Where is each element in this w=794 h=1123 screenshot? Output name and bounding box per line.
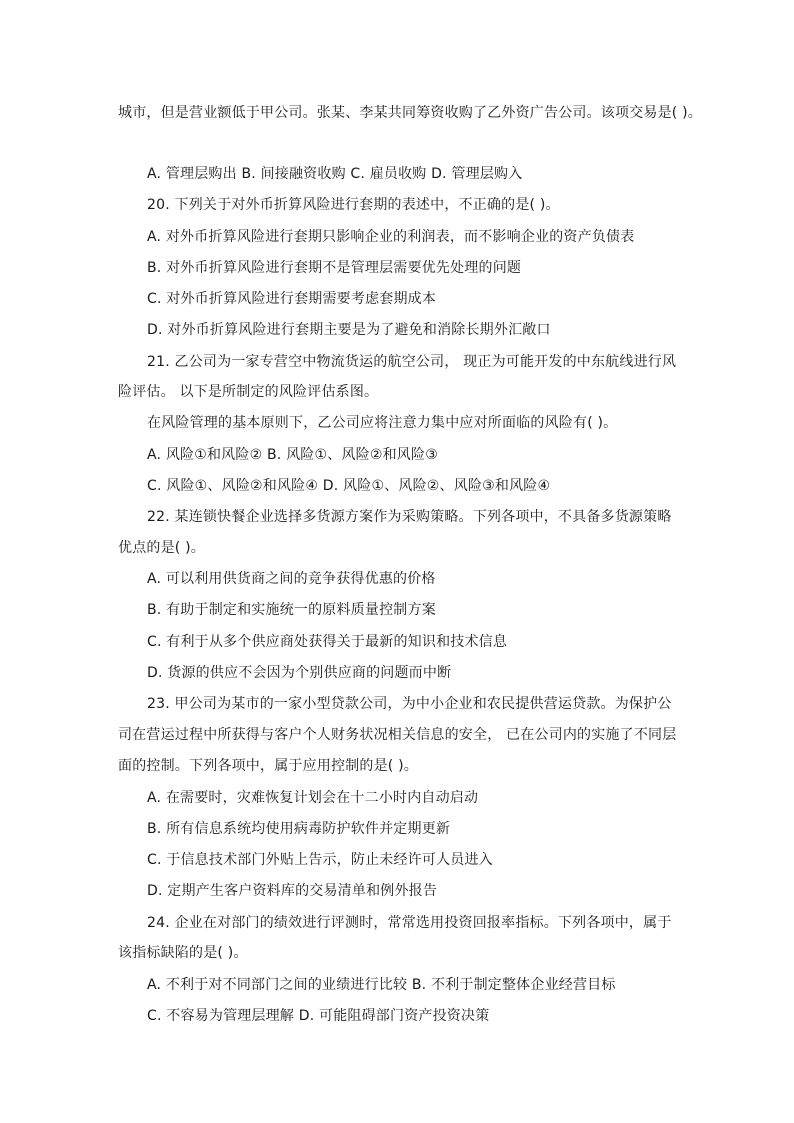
question-23-option-c: C. 于信息技术部门外贴上告示，防止未经许可人员进入 [147, 852, 493, 868]
question-23-stem: 23. 甲公司为某市的一家小型贷款公司，为中小企业和农民提供营运贷款。为保护公 [147, 696, 672, 712]
question-22-stem-cont: 优点的是( )。 [118, 540, 205, 556]
question-20-option-b: B. 对外币折算风险进行套期不是管理层需要优先处理的问题 [147, 260, 522, 276]
question-23-stem-cont: 司在营运过程中所获得与客户个人财务状况相关信息的安全， 已在公司内的实施了不同层 [118, 727, 677, 743]
question-24-options-cd: C. 不容易为管理层理解 D. 可能阻碍部门资产投资决策 [147, 1008, 490, 1024]
question-23-option-a: A. 在需要时，灾难恢复计划会在十二小时内自动启动 [147, 790, 479, 806]
question-21-stem: 21. 乙公司为一家专营空中物流货运的航空公司， 现正为可能开发的中东航线进行风 [147, 354, 677, 370]
question-23-stem-cont: 面的控制。下列各项中，属于应用控制的是( )。 [118, 758, 418, 774]
question-20-option-c: C. 对外币折算风险进行套期需要考虑套期成本 [147, 291, 437, 307]
question-22-option-b: B. 有助于制定和实施统一的原料质量控制方案 [147, 602, 436, 618]
question-24-stem-cont: 该指标缺陷的是( )。 [118, 945, 248, 961]
question-21-options-cd: C. 风险①、风险②和风险④ D. 风险①、风险②、风险③和风险④ [147, 478, 551, 494]
question-24-stem: 24. 企业在对部门的绩效进行评测时，常常选用投资回报率指标。下列各项中，属于 [147, 915, 672, 931]
question-19-options: A. 管理层购出 B. 间接融资收购 C. 雇员收购 D. 管理层购入 [147, 166, 523, 182]
question-20-option-a: A. 对外币折算风险进行套期只影响企业的利润表，而不影响企业的资产负债表 [147, 229, 635, 245]
question-22-option-a: A. 可以利用供货商之间的竞争获得优惠的价格 [147, 571, 436, 587]
question-22-option-c: C. 有利于从多个供应商处获得关于最新的知识和技术信息 [147, 634, 508, 650]
question-22-stem: 22. 某连锁快餐企业选择多货源方案作为采购策略。下列各项中，不具备多货源策略 [147, 509, 672, 525]
question-21-options-ab: A. 风险①和风险② B. 风险①、风险②和风险③ [147, 447, 438, 463]
question-20-stem: 20. 下列关于对外币折算风险进行套期的表述中，不正确的是( )。 [147, 197, 560, 213]
question-23-option-b: B. 所有信息系统均使用病毒防护软件并定期更新 [147, 821, 451, 837]
question-20-option-d: D. 对外币折算风险进行套期主要是为了避免和消除长期外汇敞口 [147, 322, 551, 338]
question-24-options-ab: A. 不利于对不同部门之间的业绩进行比较 B. 不利于制定整体企业经营目标 [147, 977, 616, 993]
text-line: 城市，但是营业额低于甲公司。张某、李某共同筹资收购了乙外资广告公司。该项交易是( )。 [118, 105, 702, 121]
question-21-stem-cont: 险评估。 以下是所制定的风险评估系图。 [118, 384, 379, 400]
question-23-option-d: D. 定期产生客户资料库的交易清单和例外报告 [147, 883, 438, 899]
question-22-option-d: D. 货源的供应不会因为个别供应商的问题而中断 [147, 665, 452, 681]
question-21-prompt: 在风险管理的基本原则下，乙公司应将注意力集中应对所面临的风险有( )。 [147, 415, 618, 431]
